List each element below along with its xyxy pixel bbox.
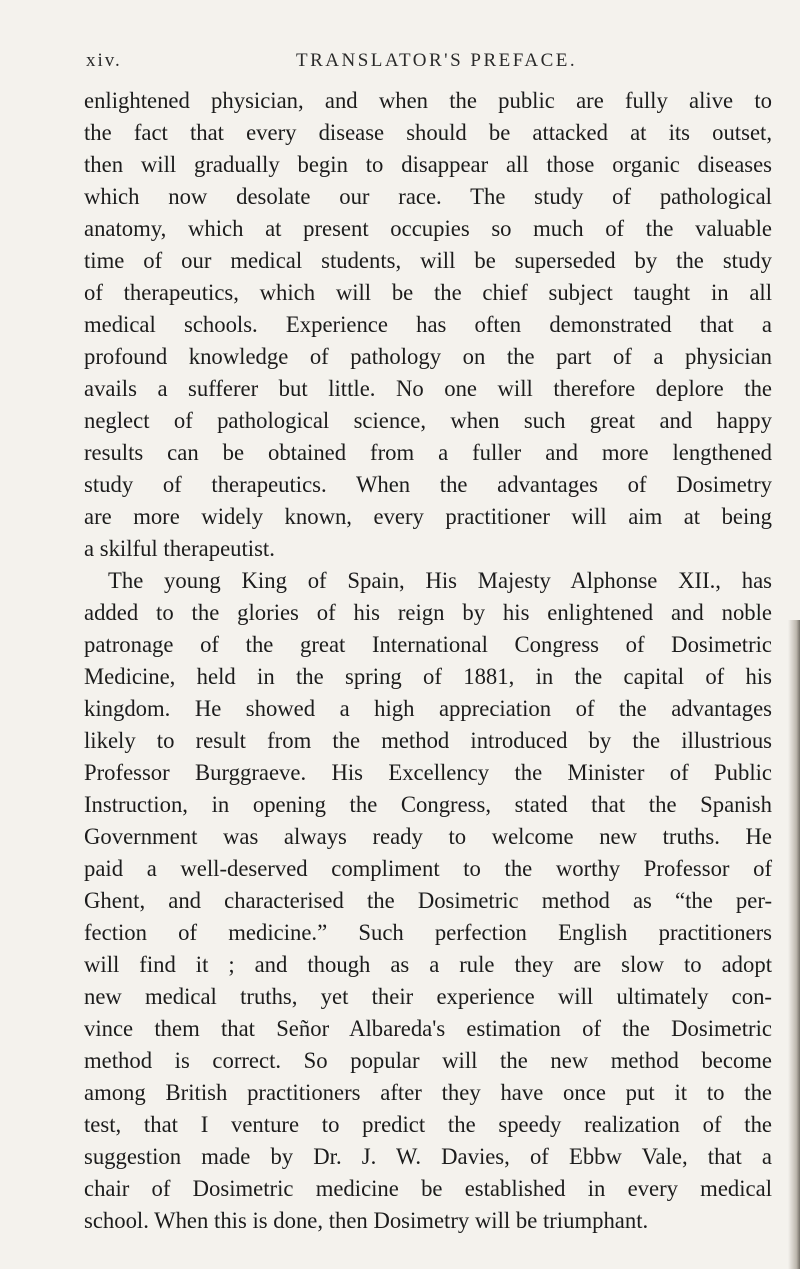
text-line: Medicine, held in the spring of 1881, in the capital of his xyxy=(84,664,772,689)
text-line: the fact that every disease should be attacked at its outset, xyxy=(84,120,772,145)
text-line: test, that I venture to predict the speedy realization of the xyxy=(84,1112,772,1137)
text-line: neglect of pathological science, when such great and happy xyxy=(84,408,772,433)
text-line: time of our medical students, will be superseded by the study xyxy=(84,248,772,273)
text-line: are more widely known, every practitioner will aim at being xyxy=(84,504,772,529)
text-line: Instruction, in opening the Congress, stated that the Spanish xyxy=(84,792,772,817)
text-line: The young King of Spain, His Majesty Alphonse XII., has xyxy=(108,568,772,593)
text-line: of therapeutics, which will be the chief subject taught in all xyxy=(84,280,772,305)
text-line: patronage of the great International Congress of Dosimetric xyxy=(84,632,772,657)
text-line: among British practitioners after they have once put it to the xyxy=(84,1080,772,1105)
running-title: TRANSLATOR'S PREFACE. xyxy=(296,50,578,71)
text-line: will find it ; and though as a rule they are slow to adopt xyxy=(84,952,772,977)
text-line: anatomy, which at present occupies so much of the valuable xyxy=(84,216,772,241)
text-line: method is correct. So popular will the new method become xyxy=(84,1048,772,1073)
text-line: Government was always ready to welcome new truths. He xyxy=(84,824,772,849)
text-line: likely to result from the method introduced by the illustrious xyxy=(84,728,772,753)
text-line: then will gradually begin to disappear all those organic diseases xyxy=(84,152,772,177)
text-line: suggestion made by Dr. J. W. Davies, of Ebbw Vale, that a xyxy=(84,1144,772,1169)
text-line: chair of Dosimetric medicine be established in every medical xyxy=(84,1176,772,1201)
text-line: results can be obtained from a fuller and more lengthened xyxy=(84,440,772,465)
text-line: added to the glories of his reign by his enlightened and noble xyxy=(84,600,772,625)
text-line: medical schools. Experience has often demonstrated that a xyxy=(84,312,772,337)
text-line: school. When this is done, then Dosimetry will be triumphant. xyxy=(84,1208,649,1233)
text-line: Professor Burggraeve. His Excellency the Minister of Public xyxy=(84,760,772,785)
text-line: avails a sufferer but little. No one will therefore deplore the xyxy=(84,376,772,401)
text-line: fection of medicine.” Such perfection English practitioners xyxy=(84,920,772,945)
text-line: vince them that Señor Albareda's estimation of the Dosimetric xyxy=(84,1016,772,1041)
text-line: kingdom. He showed a high appreciation of the advantages xyxy=(84,696,772,721)
page-number: xiv. xyxy=(86,50,122,71)
text-line: Ghent, and characterised the Dosimetric method as “the per- xyxy=(84,888,772,913)
text-line: enlightened physician, and when the public are fully alive to xyxy=(84,88,772,113)
text-line: paid a well-deserved compliment to the worthy Professor of xyxy=(84,856,772,881)
body-text xyxy=(84,85,772,1237)
text-line: which now desolate our race. The study of pathological xyxy=(84,184,772,209)
text-line: profound knowledge of pathology on the part of a physician xyxy=(84,344,772,369)
page-edge-shadow xyxy=(788,620,800,1269)
text-line: new medical truths, yet their experience will ultimately con- xyxy=(84,984,772,1009)
text-line: study of therapeutics. When the advantages of Dosimetry xyxy=(84,472,772,497)
running-head xyxy=(86,50,770,80)
text-line: a skilful therapeutist. xyxy=(84,536,275,561)
